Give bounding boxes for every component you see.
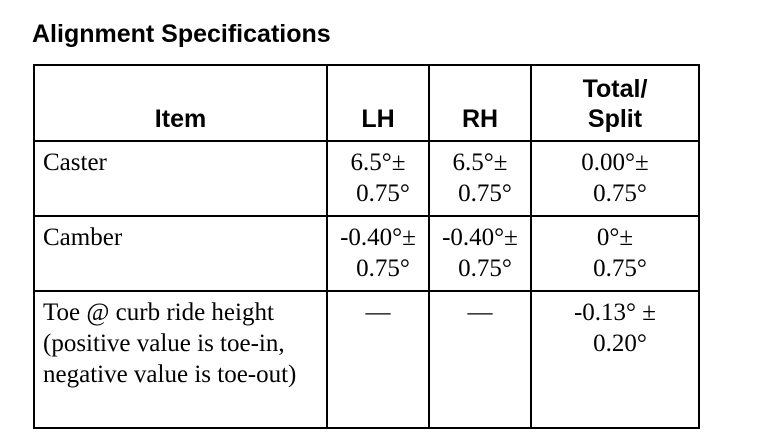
header-total-line2: Split	[587, 105, 643, 133]
header-total-split	[531, 65, 699, 141]
camber-rh-tolerance: 0.75°	[458, 255, 512, 282]
row-item-toe: Toe @ curb ride height (positive value is toe-in, negative value is toe-out)	[34, 291, 327, 428]
toe-lh-value	[327, 291, 429, 428]
toe-rh-value	[429, 291, 531, 428]
header-item: Item	[34, 65, 327, 141]
caster-total-value	[531, 141, 699, 216]
toe-total-nominal: -0.13° ±	[573, 299, 657, 326]
caster-total-tolerance: 0.75°	[593, 180, 647, 207]
header-total-line1: Total/	[582, 75, 648, 103]
header-lh: LH	[327, 65, 429, 141]
header-rh: RH	[429, 65, 531, 141]
row-item-caster: Caster	[34, 141, 327, 216]
camber-lh-value	[327, 216, 429, 291]
toe-total-tolerance: 0.20°	[593, 330, 647, 357]
caster-rh-tolerance: 0.75°	[458, 180, 512, 207]
camber-lh-tolerance: 0.75°	[356, 255, 410, 282]
alignment-specifications-table	[33, 64, 700, 429]
caster-lh-value	[327, 141, 429, 216]
camber-total-tolerance: 0.75°	[593, 255, 647, 282]
caster-rh-value	[429, 141, 531, 216]
camber-lh-nominal: -0.40°±	[340, 224, 416, 251]
caster-lh-tolerance: 0.75°	[356, 180, 410, 207]
caster-rh-nominal: 6.5°±	[452, 149, 508, 176]
table-row-toe	[34, 291, 699, 428]
table-row-caster	[34, 141, 699, 216]
camber-total-nominal: 0°±	[596, 224, 634, 251]
caster-lh-nominal: 6.5°±	[350, 149, 406, 176]
toe-lh-dash: —	[365, 299, 391, 326]
table-row-camber	[34, 216, 699, 291]
caster-total-nominal: 0.00°±	[581, 149, 649, 176]
camber-total-value	[531, 216, 699, 291]
table-header-row	[34, 65, 699, 141]
toe-rh-dash: —	[467, 299, 493, 326]
camber-rh-nominal: -0.40°±	[442, 224, 518, 251]
row-item-camber: Camber	[34, 216, 327, 291]
toe-total-value	[531, 291, 699, 428]
camber-rh-value	[429, 216, 531, 291]
page-title: Alignment Specifications	[32, 20, 331, 48]
